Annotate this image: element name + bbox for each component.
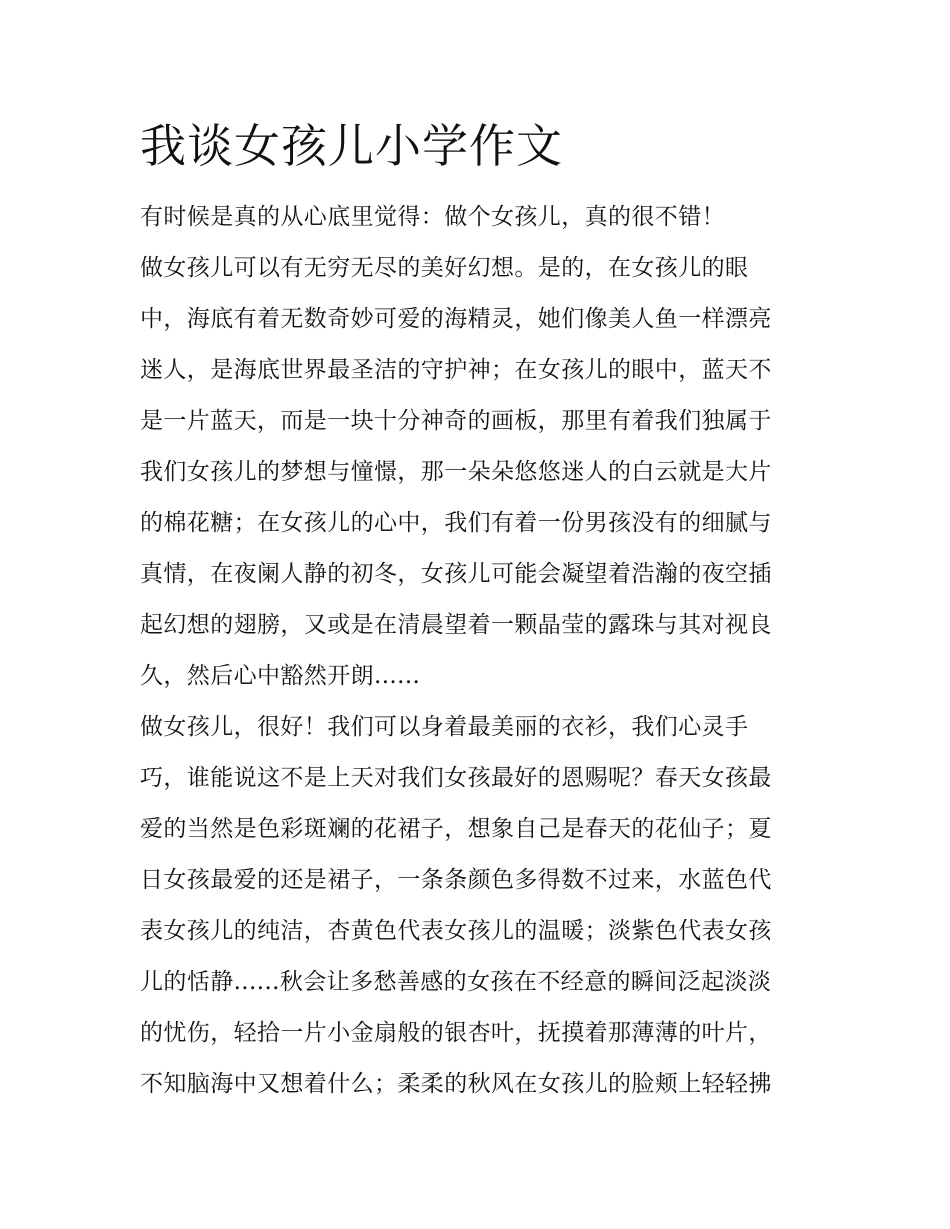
text-line: 我们女孩儿的梦想与憧憬，那一朵朵悠悠迷人的白云就是大片 (140, 459, 772, 485)
text-line: 久，然后心中豁然开朗...... (140, 663, 421, 689)
text-line: 起幻想的翅膀，又或是在清晨望着一颗晶莹的露珠与其对视良 (140, 612, 772, 638)
text-line: 日女孩最爱的还是裙子，一条条颜色多得数不过来，水蓝色代 (140, 867, 772, 893)
text-line: 是一片蓝天，而是一块十分神奇的画板，那里有着我们独属于 (140, 408, 772, 434)
text-line: 做女孩儿可以有无穷无尽的美好幻想。是的，在女孩儿的眼 (140, 255, 749, 281)
text-line: 巧，谁能说这不是上天对我们女孩最好的恩赐呢？春天女孩最 (140, 765, 772, 791)
text-line: 真情，在夜阑人静的初冬，女孩儿可能会凝望着浩瀚的夜空插 (140, 561, 772, 587)
text-line: 的棉花糖；在女孩儿的心中，我们有着一份男孩没有的细腻与 (140, 510, 772, 536)
text-line: 不知脑海中又想着什么；柔柔的秋风在女孩儿的脸颊上轻轻拂 (140, 1071, 772, 1097)
text-line: 中，海底有着无数奇妙可爱的海精灵，她们像美人鱼一样漂亮 (140, 306, 772, 332)
text-line: 的忧伤，轻拾一片小金扇般的银杏叶，抚摸着那薄薄的叶片， (140, 1020, 772, 1046)
text-line: 表女孩儿的纯洁，杏黄色代表女孩儿的温暖；淡紫色代表女孩 (140, 918, 772, 944)
text-line: 有时候是真的从心底里觉得：做个女孩儿，真的很不错！ (140, 204, 725, 230)
document-body (140, 192, 812, 1110)
text-line: 迷人，是海底世界最圣洁的守护神；在女孩儿的眼中，蓝天不 (140, 357, 772, 383)
text-line: 儿的恬静......秋会让多愁善感的女孩在不经意的瞬间泛起淡淡 (140, 969, 772, 995)
document-page (140, 110, 812, 1110)
text-line: 做女孩儿，很好！我们可以身着最美丽的衣衫，我们心灵手 (140, 714, 749, 740)
document-title: 我谈女孩儿小学作文 (140, 119, 563, 173)
text-line: 爱的当然是色彩斑斓的花裙子，想象自己是春天的花仙子；夏 (140, 816, 772, 842)
